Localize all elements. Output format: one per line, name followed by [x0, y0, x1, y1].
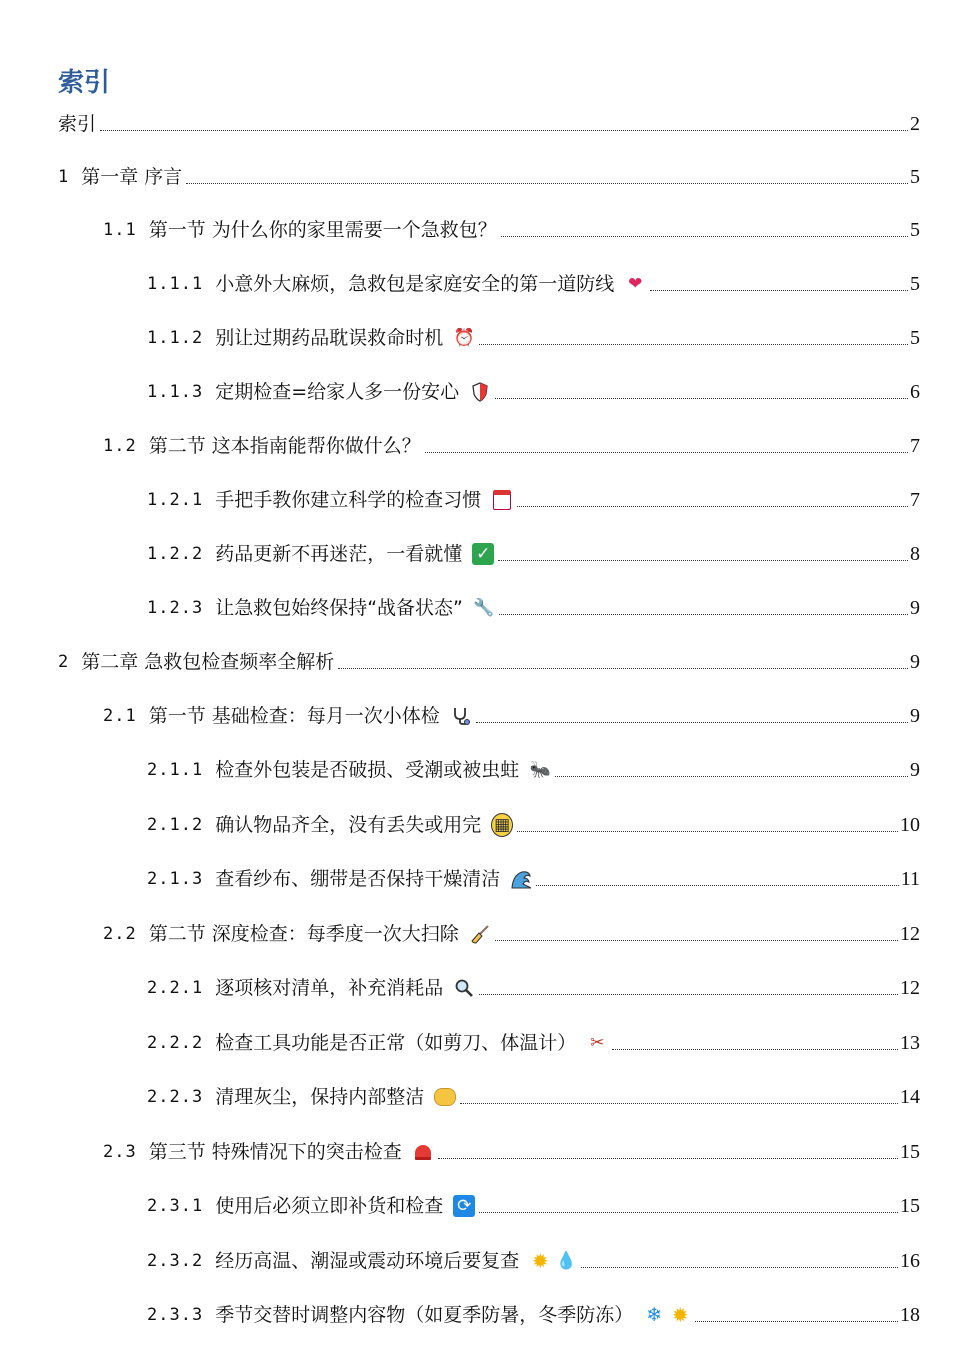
toc-entry-number: 2 [58, 652, 70, 672]
toc-entry[interactable] [147, 751, 920, 781]
toc-page-number: 5 [910, 273, 920, 295]
leader-dots [100, 129, 908, 131]
toc-page-number: 11 [900, 868, 920, 890]
toc-entry-text: 逐项核对清单，补充消耗品 [215, 977, 444, 999]
toc-entry-text: 检查工具功能是否正常（如剪刀、体温计） [215, 1032, 577, 1054]
leader-dots [650, 289, 908, 291]
droplet-icon: 💧 [555, 1251, 577, 1271]
leader-dots [517, 830, 898, 832]
toc-page-number: 2 [910, 113, 920, 135]
toc-entry-number: 2.2.1 [147, 978, 204, 998]
leader-dots [495, 939, 898, 941]
leader-dots [479, 1211, 898, 1213]
toc-entry-number: 1.1 [103, 220, 137, 240]
toc-page-number: 9 [910, 705, 920, 727]
toc-page-number: 18 [900, 1304, 920, 1326]
shield-icon [469, 381, 491, 403]
alarm-clock-icon: ⏰ [453, 328, 475, 348]
toc-entry[interactable] [103, 1133, 920, 1163]
toc-entry-text: 确认物品齐全，没有丢失或用完 [215, 814, 482, 836]
toc-entry[interactable] [58, 158, 920, 188]
toc-page-number: 10 [900, 814, 920, 836]
toc-entry[interactable] [147, 373, 920, 403]
toc-entry[interactable] [147, 589, 920, 619]
toc-page-number: 13 [900, 1032, 920, 1054]
wrench-icon: 🔧 [473, 598, 495, 618]
leader-dots [338, 667, 908, 669]
toc-page-number: 7 [910, 435, 920, 457]
sun-icon: ✹ [531, 1249, 549, 1273]
toc-entry[interactable] [58, 105, 920, 135]
toc-entry-text: 手把手教你建立科学的检查习惯 [215, 489, 482, 511]
calendar-icon [491, 489, 513, 511]
toc-page-number: 14 [900, 1086, 920, 1108]
toc-entry-number: 2.2 [103, 924, 137, 944]
leader-dots [460, 1102, 898, 1104]
toc-entry-number: 1.2.3 [147, 598, 204, 618]
toc-page-number: 5 [910, 166, 920, 188]
grimacing-face-icon: ▦ [491, 814, 513, 836]
leader-dots [476, 721, 908, 723]
toc-entry-number: 2.2.2 [147, 1033, 204, 1053]
toc-entry[interactable] [147, 806, 920, 836]
leader-dots [479, 343, 908, 345]
toc-entry[interactable] [147, 319, 920, 349]
leader-dots [581, 1266, 898, 1268]
toc-page-number: 8 [910, 543, 920, 565]
leader-dots [501, 235, 908, 237]
toc-entry-text: 查看纱布、绷带是否保持干燥清洁 [215, 868, 501, 890]
toc-entry-text: 经历高温、潮湿或震动环境后要复查 [215, 1250, 520, 1272]
toc-entry-text: 季节交替时调整内容物（如夏季防暑，冬季防冻） [215, 1304, 634, 1326]
toc-entry-number: 1.2.2 [147, 544, 204, 564]
toc-entry-text: 第一章 序言 [81, 166, 183, 188]
toc-page-number: 9 [910, 651, 920, 673]
toc-entry-number: 2.3.3 [147, 1305, 204, 1325]
toc-entry[interactable] [147, 481, 920, 511]
toc-entry[interactable] [147, 1024, 920, 1054]
toc-entry-text: 让急救包始终保持“战备状态” [215, 597, 463, 619]
sun-icon: ✹ [671, 1303, 689, 1327]
toc-entry[interactable] [103, 915, 920, 945]
toc-entry[interactable] [103, 427, 920, 457]
leader-dots [555, 775, 908, 777]
toc-entry[interactable] [103, 697, 920, 727]
toc-entry[interactable] [147, 1296, 920, 1326]
toc-entry-number: 1.2 [103, 436, 137, 456]
toc-page-number: 12 [900, 977, 920, 999]
toc-entry[interactable] [147, 1078, 920, 1108]
siren-icon [412, 1141, 434, 1163]
snowflake-icon: ❄ [646, 1304, 663, 1326]
toc-page-number: 15 [900, 1141, 920, 1163]
toc-entry-number: 2.3.2 [147, 1251, 204, 1271]
check-mark-icon: ✓ [472, 543, 494, 565]
toc-entry-number: 1.1.1 [147, 274, 204, 294]
toc-page-number: 12 [900, 923, 920, 945]
toc-entry-number: 2.3.1 [147, 1196, 204, 1216]
leader-dots [425, 451, 908, 453]
leader-dots [498, 559, 908, 561]
heart-icon: ❤ [628, 274, 643, 294]
stethoscope-icon [450, 705, 472, 727]
toc-entry-number: 2.3 [103, 1142, 137, 1162]
toc-entry-number: 2.2.3 [147, 1087, 204, 1107]
toc-entry-text: 使用后必须立即补货和检查 [215, 1195, 444, 1217]
toc-entry-text: 第一节 为什么你的家里需要一个急救包？ [148, 219, 497, 241]
toc-entry-number: 2.1.2 [147, 815, 204, 835]
toc-entry-text: 别让过期药品耽误救命时机 [215, 327, 444, 349]
ant-icon: 🐜 [529, 760, 551, 780]
toc-page-number: 9 [910, 597, 920, 619]
toc-entry-text: 第二节 深度检查：每季度一次大扫除 [148, 923, 459, 945]
leader-dots [499, 613, 908, 615]
toc-entry-text: 药品更新不再迷茫，一看就懂 [215, 543, 463, 565]
toc-page-number: 5 [910, 327, 920, 349]
toc-entry-text: 第二节 这本指南能帮你做什么？ [148, 435, 421, 457]
water-wave-icon [510, 868, 532, 890]
toc-entry-text: 索引 [58, 113, 97, 135]
toc-entry[interactable] [103, 211, 920, 241]
magnifier-icon [453, 977, 475, 999]
toc-page-number: 9 [910, 759, 920, 781]
toc-entry-number: 1 [58, 167, 70, 187]
toc-entry[interactable] [147, 535, 920, 565]
broom-icon [469, 923, 491, 945]
toc-entry[interactable] [147, 1187, 920, 1217]
toc-page-number: 16 [900, 1250, 920, 1272]
leader-dots [612, 1048, 898, 1050]
refresh-icon: ⟳ [453, 1195, 475, 1217]
toc-page-number: 5 [910, 219, 920, 241]
toc-entry-text: 第三节 特殊情况下的突击检查 [148, 1141, 402, 1163]
toc-entry-text: 检查外包装是否破损、受潮或被虫蛀 [215, 759, 520, 781]
leader-dots [479, 993, 898, 995]
toc-entry[interactable] [147, 969, 920, 999]
toc-entry-text: 清理灰尘，保持内部整洁 [215, 1086, 425, 1108]
leader-dots [695, 1320, 898, 1322]
toc-entry-number: 1.2.1 [147, 490, 204, 510]
toc-page-number: 7 [910, 489, 920, 511]
toc-entry[interactable] [147, 1242, 920, 1272]
toc-entry-text: 第二章 急救包检查频率全解析 [81, 651, 335, 673]
toc-page-number: 6 [910, 381, 920, 403]
scissors-icon: ✂ [590, 1033, 605, 1053]
toc-entry-number: 2.1.1 [147, 760, 204, 780]
toc-entry-text: 定期检查=给家人多一份安心 [215, 381, 460, 403]
toc-entry[interactable] [58, 643, 920, 673]
toc-entry[interactable] [147, 860, 920, 890]
toc-page-number: 15 [900, 1195, 920, 1217]
sponge-icon [434, 1086, 456, 1108]
toc-entry-number: 2.1.3 [147, 869, 204, 889]
leader-dots [495, 397, 908, 399]
toc-heading: 索引 [58, 68, 111, 98]
toc-entry-number: 1.1.3 [147, 382, 204, 402]
toc-entry-text: 第一节 基础检查：每月一次小体检 [148, 705, 440, 727]
leader-dots [536, 884, 899, 886]
toc-entry[interactable] [147, 265, 920, 295]
leader-dots [438, 1157, 898, 1159]
toc-entry-number: 1.1.2 [147, 328, 204, 348]
leader-dots [186, 182, 908, 184]
toc-entry-number: 2.1 [103, 706, 137, 726]
toc-entry-text: 小意外大麻烦，急救包是家庭安全的第一道防线 [215, 273, 615, 295]
leader-dots [517, 505, 908, 507]
